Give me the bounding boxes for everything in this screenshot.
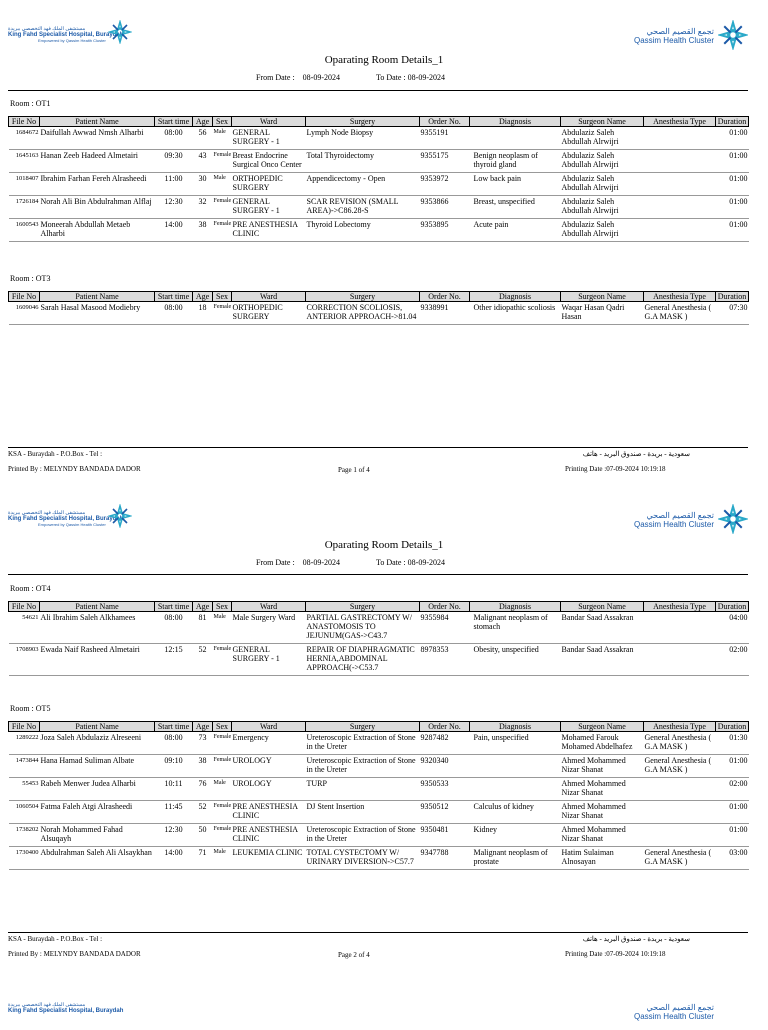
cell-surgeon-name: Ahmed Mohammed Nizar Shanat	[561, 778, 644, 801]
column-header-patient-name: Patient Name	[40, 722, 155, 732]
column-header-patient-name: Patient Name	[40, 117, 155, 127]
cell-sex: Female	[213, 755, 232, 778]
to-date-label: To Date :	[376, 558, 406, 567]
table-row	[9, 150, 749, 173]
column-header-surgeon-name: Surgeon Name	[561, 117, 644, 127]
cell-anesthesia-type	[644, 173, 716, 196]
cell-order-no: 9355175	[420, 150, 470, 173]
room-label: Room : OT1	[10, 99, 51, 108]
from-date-label: From Date :	[256, 73, 295, 82]
cell-order-no: 8978353	[420, 644, 470, 676]
cell-patient-name: Sarah Hasal Masood Modiebry	[40, 302, 155, 325]
column-header-patient-name: Patient Name	[40, 602, 155, 612]
cell-patient-name: Norah Mohammed Fahad Alsuqayh	[40, 824, 155, 847]
header-rule	[8, 90, 748, 91]
column-header-start-time: Start time	[155, 602, 193, 612]
cluster-name-ar: تجمع القصيم الصحي	[646, 27, 714, 36]
cell-surgeon-name: Ahmed Mohammed Nizar Shanat	[561, 824, 644, 847]
report-title: Oparating Room Details_1	[324, 54, 444, 66]
cell-file-no: 1609046	[9, 302, 40, 325]
column-header-surgery: Surgery	[306, 722, 420, 732]
cell-surgeon-name: Abdulaziz Saleh Abdullah Alrwijri	[561, 196, 644, 219]
table-row	[9, 732, 749, 755]
cell-diagnosis: Malignant neoplasm of stomach	[470, 612, 561, 644]
printing-date: Printing Date :07-09-2024 10:19:18	[565, 950, 666, 958]
column-header-file-no: File No	[9, 117, 40, 127]
cell-order-no: 9350533	[420, 778, 470, 801]
cell-anesthesia-type: General Anesthesia ( G.A MASK )	[644, 847, 716, 870]
cell-diagnosis	[470, 127, 561, 150]
column-header-start-time: Start time	[155, 722, 193, 732]
cell-start-time: 09:10	[155, 755, 193, 778]
cell-order-no: 9350481	[420, 824, 470, 847]
cell-ward: Breast Endocrine Surgical Onco Center	[232, 150, 306, 173]
cell-file-no: 1018407	[9, 173, 40, 196]
cluster-logo	[626, 504, 748, 538]
cell-surgeon-name: Abdulaziz Saleh Abdullah Alrwijri	[561, 173, 644, 196]
room-label: Room : OT4	[10, 584, 51, 593]
cell-start-time: 08:00	[155, 127, 193, 150]
to-date: 08-09-2024	[407, 73, 445, 82]
column-header-sex: Sex	[213, 117, 232, 127]
cell-patient-name: Fatma Faleh Atgi Alrasheedi	[40, 801, 155, 824]
cell-sex: Female	[213, 150, 232, 173]
column-header-file-no: File No	[9, 722, 40, 732]
cell-diagnosis: Obesity, unspecified	[470, 644, 561, 676]
cell-surgery: Lymph Node Biopsy	[306, 127, 420, 150]
cell-order-no: 9320340	[420, 755, 470, 778]
cell-surgery: CORRECTION SCOLIOSIS, ANTERIOR APPROACH->81.04	[306, 302, 420, 325]
cell-age: 32	[193, 196, 213, 219]
column-header-anesthesia-type: Anesthesia Type	[644, 722, 716, 732]
cluster-flower-logo-icon	[718, 504, 748, 534]
cell-surgery: Ureteroscopic Extraction of Stone in the Ureter	[306, 732, 420, 755]
cell-surgery: Ureteroscopic Extraction of Stone in the Ureter	[306, 824, 420, 847]
header-rule	[8, 574, 748, 575]
cell-file-no: 1645163	[9, 150, 40, 173]
cell-anesthesia-type	[644, 219, 716, 242]
cell-sex: Female	[213, 302, 232, 325]
cell-duration: 01:00	[716, 127, 749, 150]
column-header-sex: Sex	[213, 722, 232, 732]
cell-diagnosis: Benign neoplasm of thyroid gland	[470, 150, 561, 173]
room-label: Room : OT5	[10, 704, 51, 713]
footer-address-ar: سعودية - بريدة - صندوق البريد - هاتف	[582, 935, 690, 943]
cell-start-time: 12:30	[155, 196, 193, 219]
cell-duration: 04:00	[716, 612, 749, 644]
cell-age: 43	[193, 150, 213, 173]
table-header-row	[9, 117, 749, 127]
cell-file-no: 1730400	[9, 847, 40, 870]
column-header-ward: Ward	[232, 722, 306, 732]
cell-patient-name: Ewada Naif Rasheed Almetairi	[40, 644, 155, 676]
cell-duration: 01:00	[716, 219, 749, 242]
hospital-name-en: King Fahd Specialist Hospital, Buraydah	[8, 1008, 124, 1014]
cell-anesthesia-type	[644, 824, 716, 847]
cell-sex: Female	[213, 219, 232, 242]
cell-anesthesia-type	[644, 801, 716, 824]
table-row	[9, 612, 749, 644]
cell-start-time: 08:00	[155, 612, 193, 644]
cell-surgery: Thyroid Lobectomy	[306, 219, 420, 242]
cell-anesthesia-type: General Anesthesia ( G.A MASK )	[644, 732, 716, 755]
cell-duration: 07:30	[716, 302, 749, 325]
cell-sex: Female	[213, 644, 232, 676]
table-header-row	[9, 292, 749, 302]
cell-ward: UROLOGY	[232, 755, 306, 778]
cell-diagnosis: Kidney	[470, 824, 561, 847]
printed-by: Printed By : MELYNDY BANDADA DADOR	[8, 465, 141, 473]
cell-ward: GENERAL SURGERY - 1	[232, 644, 306, 676]
column-header-anesthesia-type: Anesthesia Type	[644, 602, 716, 612]
cell-age: 18	[193, 302, 213, 325]
cell-surgery: DJ Stent Insertion	[306, 801, 420, 824]
cell-start-time: 08:00	[155, 302, 193, 325]
cell-duration: 01:00	[716, 755, 749, 778]
cell-anesthesia-type: General Anesthesia ( G.A MASK )	[644, 755, 716, 778]
cell-sex: Male	[213, 778, 232, 801]
column-header-diagnosis: Diagnosis	[470, 292, 561, 302]
cell-surgeon-name: Mohamed Farouk Mohamed Abdelhafez	[561, 732, 644, 755]
cell-duration: 03:00	[716, 847, 749, 870]
column-header-order-no: Order No.	[420, 117, 470, 127]
cell-patient-name: Abdulrahman Saleh Ali Alsaykhan	[40, 847, 155, 870]
table-row	[9, 847, 749, 870]
cell-file-no: 1708903	[9, 644, 40, 676]
to-date: 08-09-2024	[407, 558, 445, 567]
cell-diagnosis: Pain, unspecified	[470, 732, 561, 755]
cell-duration: 01:00	[716, 824, 749, 847]
cell-start-time: 14:00	[155, 219, 193, 242]
table-row	[9, 219, 749, 242]
column-header-surgery: Surgery	[306, 292, 420, 302]
footer-address-en: KSA - Buraydah - P.O.Box - Tel :	[8, 450, 103, 458]
cell-patient-name: Rabeh Menwer Judea Alharbi	[40, 778, 155, 801]
cell-patient-name: Joza Saleh Abdulaziz Alreseeni	[40, 732, 155, 755]
hospital-name-ar: مستشفى الملك فهد التخصصي ببريدة	[8, 26, 86, 32]
footer-address-en: KSA - Buraydah - P.O.Box - Tel :	[8, 935, 103, 943]
cell-age: 38	[193, 755, 213, 778]
cell-start-time: 12:30	[155, 824, 193, 847]
cell-surgeon-name: Abdulaziz Saleh Abdullah Alrwijri	[561, 150, 644, 173]
cell-file-no: 1600543	[9, 219, 40, 242]
page-header	[0, 990, 768, 1030]
cell-start-time: 14:00	[155, 847, 193, 870]
cell-surgery: SCAR REVISION (SMALL AREA)->C86.28-S	[306, 196, 420, 219]
hospital-flower-logo-icon	[108, 504, 132, 528]
cell-sex: Female	[213, 824, 232, 847]
cell-order-no: 9355191	[420, 127, 470, 150]
from-date: 08-09-2024	[302, 73, 340, 82]
cell-surgeon-name: Ahmed Mohammed Nizar Shanat	[561, 755, 644, 778]
cell-order-no: 9353972	[420, 173, 470, 196]
table-row	[9, 173, 749, 196]
column-header-order-no: Order No.	[420, 602, 470, 612]
hospital-name-ar: مستشفى الملك فهد التخصصي ببريدة	[8, 510, 86, 516]
cluster-logo	[626, 20, 748, 54]
column-header-diagnosis: Diagnosis	[470, 722, 561, 732]
cell-anesthesia-type	[644, 778, 716, 801]
cell-surgeon-name: Ahmed Mohammed Nizar Shanat	[561, 801, 644, 824]
column-header-surgeon-name: Surgeon Name	[561, 602, 644, 612]
cell-file-no: 1289222	[9, 732, 40, 755]
cell-sex: Female	[213, 732, 232, 755]
column-header-file-no: File No	[9, 292, 40, 302]
date-range	[256, 73, 445, 82]
column-header-age: Age	[193, 117, 213, 127]
cell-patient-name: Hana Hamad Suliman Albate	[40, 755, 155, 778]
cluster-name-ar: تجمع القصيم الصحي	[646, 1003, 714, 1012]
cell-age: 73	[193, 732, 213, 755]
cell-age: 30	[193, 173, 213, 196]
cell-patient-name: Daifullah Awwad Nmsh Alharbi	[40, 127, 155, 150]
hospital-sub: Empowered by Qassim Health Cluster	[38, 522, 106, 527]
table-row	[9, 778, 749, 801]
cell-diagnosis: Low back pain	[470, 173, 561, 196]
hospital-name-en: King Fahd Specialist Hospital, Buraydah	[8, 32, 124, 38]
table-row	[9, 824, 749, 847]
cell-surgery: PARTIAL GASTRECTOMY W/ ANASTOMOSIS TO JEJUNUM(GAS->C43.7	[306, 612, 420, 644]
cell-surgeon-name: Bandar Saad Assakran	[561, 644, 644, 676]
room-label: Room : OT3	[10, 274, 51, 283]
cell-ward: Emergency	[232, 732, 306, 755]
column-header-anesthesia-type: Anesthesia Type	[644, 292, 716, 302]
cell-duration: 02:00	[716, 644, 749, 676]
cell-age: 50	[193, 824, 213, 847]
cell-start-time: 11:00	[155, 173, 193, 196]
room-table-ot3	[8, 291, 749, 325]
cell-diagnosis	[470, 778, 561, 801]
cell-ward: GENERAL SURGERY - 1	[232, 196, 306, 219]
column-header-surgery: Surgery	[306, 602, 420, 612]
cell-duration: 02:00	[716, 778, 749, 801]
cell-start-time: 08:00	[155, 732, 193, 755]
cell-order-no: 9347788	[420, 847, 470, 870]
cell-diagnosis: Acute pain	[470, 219, 561, 242]
cluster-name-en: Qassim Health Cluster	[633, 520, 714, 529]
cell-anesthesia-type: General Anesthesia ( G.A MASK )	[644, 302, 716, 325]
report-page-3	[0, 1002, 768, 1024]
column-header-anesthesia-type: Anesthesia Type	[644, 117, 716, 127]
cell-diagnosis: Other idiopathic scoliosis	[470, 302, 561, 325]
table-row	[9, 127, 749, 150]
cluster-name-en: Qassim Health Cluster	[633, 1012, 714, 1021]
report-page-1	[0, 0, 768, 490]
cell-duration: 01:00	[716, 196, 749, 219]
to-date-label: To Date :	[376, 73, 406, 82]
cell-patient-name: Hanan Zeeb Hadeed Almetairi	[40, 150, 155, 173]
cell-order-no: 9353866	[420, 196, 470, 219]
cell-surgeon-name: Abdulaziz Saleh Abdullah Alrwijri	[561, 127, 644, 150]
cell-surgery: Ureteroscopic Extraction of Stone in the Ureter	[306, 755, 420, 778]
column-header-sex: Sex	[213, 292, 232, 302]
hospital-name-en: King Fahd Specialist Hospital, Buraydah	[8, 516, 124, 522]
table-row	[9, 801, 749, 824]
cell-order-no: 9287482	[420, 732, 470, 755]
cell-sex: Female	[213, 196, 232, 219]
cell-patient-name: Ali Ibrahim Saleh Alkhamees	[40, 612, 155, 644]
hospital-logo	[8, 20, 134, 54]
cell-ward: LEUKEMIA CLINIC	[232, 847, 306, 870]
page-number: Page 2 of 4	[338, 951, 370, 959]
cell-file-no: 55453	[9, 778, 40, 801]
column-header-ward: Ward	[232, 292, 306, 302]
page-number: Page 1 of 4	[338, 466, 370, 474]
cell-surgery: TOTAL CYSTECTOMY W/ URINARY DIVERSION->C57.7	[306, 847, 420, 870]
cell-ward: UROLOGY	[232, 778, 306, 801]
column-header-duration: Duration	[716, 602, 749, 612]
cluster-name-en: Qassim Health Cluster	[633, 36, 714, 45]
column-header-age: Age	[193, 602, 213, 612]
column-header-age: Age	[193, 722, 213, 732]
table-row	[9, 302, 749, 325]
cell-surgery: REPAIR OF DIAPHRAGMATIC HERNIA,ABDOMINAL APPROACH(->C53.7	[306, 644, 420, 676]
cell-start-time: 12:15	[155, 644, 193, 676]
column-header-order-no: Order No.	[420, 292, 470, 302]
table-row	[9, 196, 749, 219]
table-header-row	[9, 722, 749, 732]
cell-sex: Male	[213, 612, 232, 644]
cell-diagnosis	[470, 755, 561, 778]
cell-surgery: Total Thyroidectomy	[306, 150, 420, 173]
column-header-start-time: Start time	[155, 117, 193, 127]
column-header-sex: Sex	[213, 602, 232, 612]
cell-ward: Male Surgery Ward	[232, 612, 306, 644]
cluster-name-ar: تجمع القصيم الصحي	[646, 511, 714, 520]
cell-age: 52	[193, 801, 213, 824]
table-row	[9, 644, 749, 676]
cell-order-no: 9355984	[420, 612, 470, 644]
cell-start-time: 11:45	[155, 801, 193, 824]
cell-ward: ORTHOPEDIC SURGERY	[232, 173, 306, 196]
cell-ward: PRE ANESTHESIA CLINIC	[232, 219, 306, 242]
table-row	[9, 755, 749, 778]
printed-by: Printed By : MELYNDY BANDADA DADOR	[8, 950, 141, 958]
cell-file-no: 1738202	[9, 824, 40, 847]
cell-patient-name: Norah Ali Bin Abdulrahman Alflaj	[40, 196, 155, 219]
hospital-logo	[8, 504, 134, 538]
cell-file-no: 1684672	[9, 127, 40, 150]
cell-age: 76	[193, 778, 213, 801]
cell-ward: GENERAL SURGERY - 1	[232, 127, 306, 150]
cell-surgeon-name: Hatim Sulaiman Alnosayan	[561, 847, 644, 870]
from-date-label: From Date :	[256, 558, 295, 567]
cell-anesthesia-type	[644, 196, 716, 219]
cell-duration: 01:00	[716, 801, 749, 824]
cell-diagnosis: Breast, unspecified	[470, 196, 561, 219]
footer-rule	[8, 932, 748, 933]
room-table-ot1	[8, 116, 749, 242]
cell-anesthesia-type	[644, 612, 716, 644]
cell-file-no: 1726184	[9, 196, 40, 219]
cell-patient-name: Ibrahim Farhan Fereh Alrasheedi	[40, 173, 155, 196]
cell-order-no: 9353895	[420, 219, 470, 242]
cell-file-no: 1473844	[9, 755, 40, 778]
column-header-surgeon-name: Surgeon Name	[561, 292, 644, 302]
cell-sex: Male	[213, 127, 232, 150]
cell-surgeon-name: Waqar Hasan Qadri Hasan	[561, 302, 644, 325]
column-header-patient-name: Patient Name	[40, 292, 155, 302]
cell-surgeon-name: Bandar Saad Assakran	[561, 612, 644, 644]
cell-surgery: Appendicectomy - Open	[306, 173, 420, 196]
printing-date: Printing Date :07-09-2024 10:19:18	[565, 465, 666, 473]
column-header-ward: Ward	[232, 602, 306, 612]
cluster-flower-logo-icon	[718, 20, 748, 50]
cell-order-no: 9350512	[420, 801, 470, 824]
cell-age: 81	[193, 612, 213, 644]
cell-start-time: 09:30	[155, 150, 193, 173]
cell-duration: 01:30	[716, 732, 749, 755]
cell-duration: 01:00	[716, 150, 749, 173]
cell-sex: Female	[213, 801, 232, 824]
column-header-file-no: File No	[9, 602, 40, 612]
cell-sex: Male	[213, 847, 232, 870]
from-date: 08-09-2024	[302, 558, 340, 567]
cell-ward: ORTHOPEDIC SURGERY	[232, 302, 306, 325]
cell-diagnosis: Calculus of kidney	[470, 801, 561, 824]
cell-start-time: 10:11	[155, 778, 193, 801]
cell-ward: PRE ANESTHESIA CLINIC	[232, 824, 306, 847]
footer-address-ar: سعودية - بريدة - صندوق البريد - هاتف	[582, 450, 690, 458]
room-table-ot4	[8, 601, 749, 676]
cell-anesthesia-type	[644, 644, 716, 676]
column-header-start-time: Start time	[155, 292, 193, 302]
column-header-duration: Duration	[716, 117, 749, 127]
hospital-name-ar: مستشفى الملك فهد التخصصي ببريدة	[8, 1002, 86, 1008]
report-page-2	[0, 490, 768, 1010]
column-header-diagnosis: Diagnosis	[470, 602, 561, 612]
column-header-duration: Duration	[716, 722, 749, 732]
column-header-age: Age	[193, 292, 213, 302]
table-header-row	[9, 602, 749, 612]
column-header-ward: Ward	[232, 117, 306, 127]
cell-sex: Male	[213, 173, 232, 196]
hospital-sub: Empowered by Qassim Health Cluster	[38, 38, 106, 43]
cell-surgery: TURP	[306, 778, 420, 801]
cell-surgeon-name: Abdulaziz Saleh Abdullah Alrwijri	[561, 219, 644, 242]
cell-anesthesia-type	[644, 150, 716, 173]
cell-age: 56	[193, 127, 213, 150]
page-header	[0, 14, 768, 54]
column-header-surgery: Surgery	[306, 117, 420, 127]
column-header-diagnosis: Diagnosis	[470, 117, 561, 127]
hospital-logo	[8, 996, 134, 1030]
hospital-flower-logo-icon	[108, 20, 132, 44]
cell-file-no: 54621	[9, 612, 40, 644]
cluster-logo	[626, 996, 748, 1030]
cell-age: 52	[193, 644, 213, 676]
column-header-surgeon-name: Surgeon Name	[561, 722, 644, 732]
cell-ward: PRE ANESTHESIA CLINIC	[232, 801, 306, 824]
room-table-ot5	[8, 721, 749, 870]
column-header-order-no: Order No.	[420, 722, 470, 732]
cell-age: 38	[193, 219, 213, 242]
cell-patient-name: Moneerah Abdullah Metaeb Alharbi	[40, 219, 155, 242]
page-header	[0, 498, 768, 538]
cell-duration: 01:00	[716, 173, 749, 196]
footer-rule	[8, 447, 748, 448]
report-title: Oparating Room Details_1	[324, 539, 444, 551]
cell-order-no: 9338991	[420, 302, 470, 325]
cell-file-no: 1060504	[9, 801, 40, 824]
date-range	[256, 558, 445, 567]
cell-diagnosis: Malignant neoplasm of prostate	[470, 847, 561, 870]
column-header-duration: Duration	[716, 292, 749, 302]
cell-age: 71	[193, 847, 213, 870]
cell-anesthesia-type	[644, 127, 716, 150]
